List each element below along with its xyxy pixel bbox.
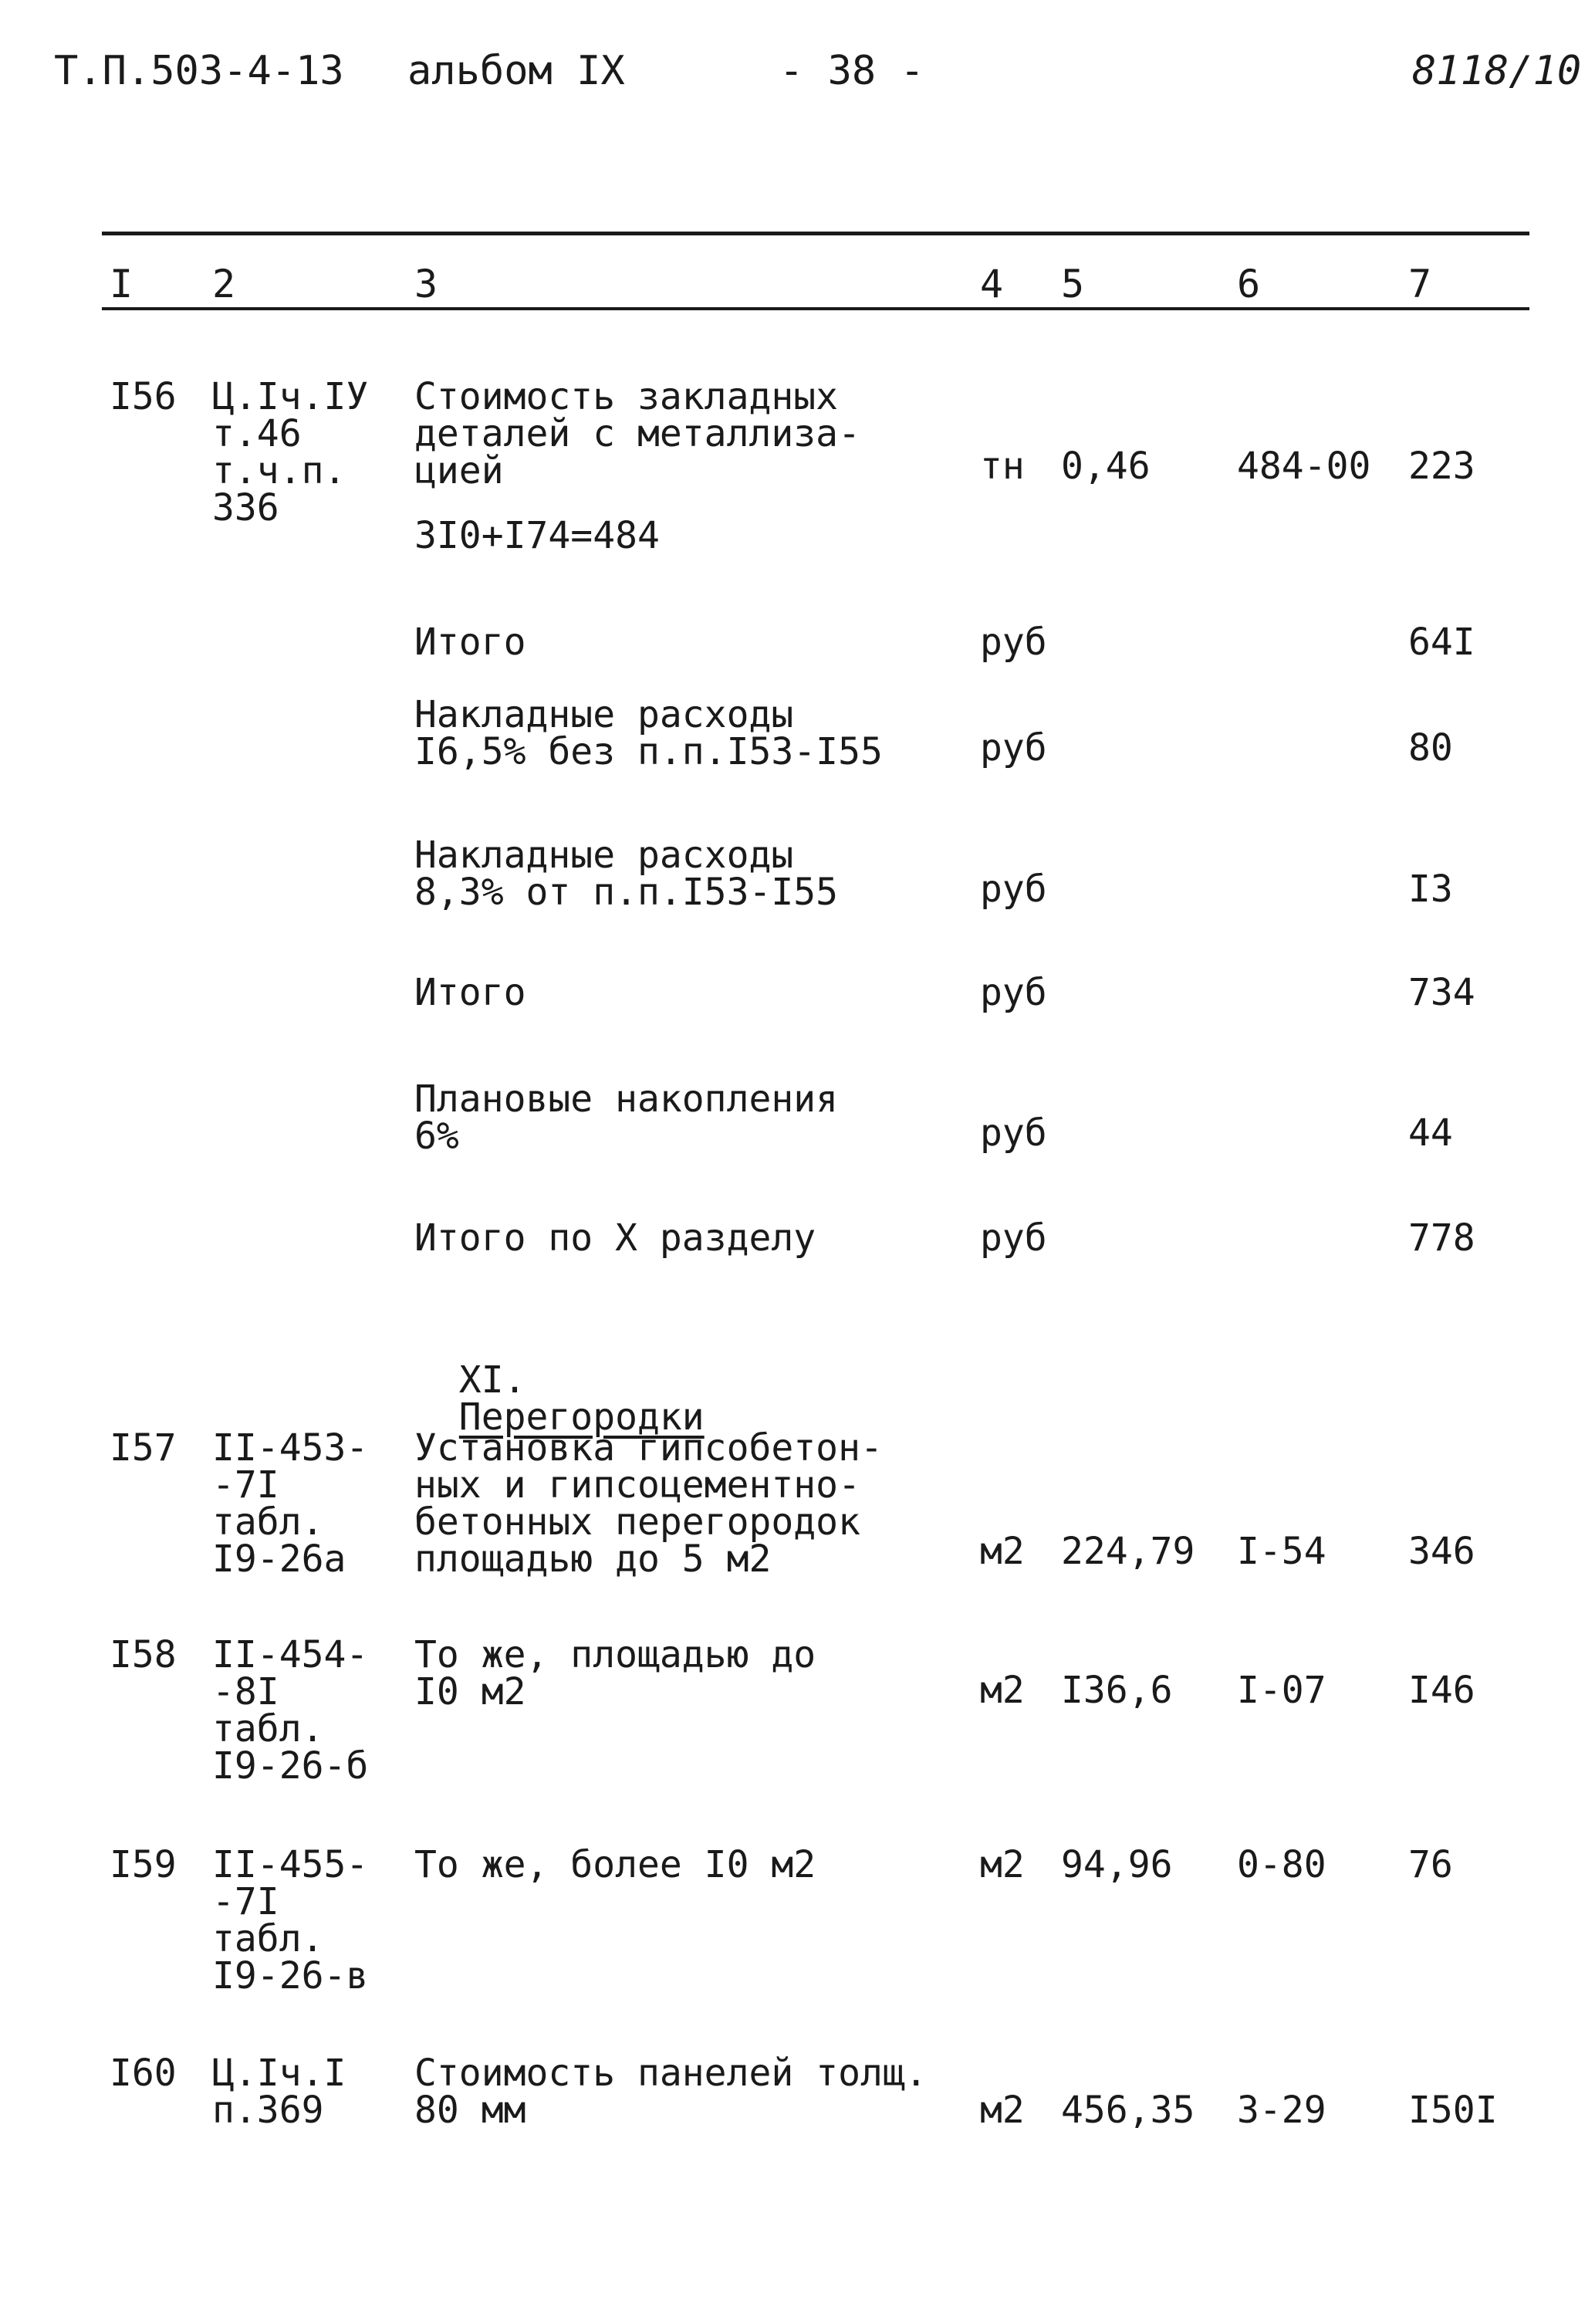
table-top-rule — [102, 232, 1529, 235]
row-reference: II-455- -7I табл. I9-26-в — [212, 1843, 369, 1998]
row-quantity: I36,6 — [1061, 1669, 1173, 1712]
row-number: I57 — [110, 1426, 177, 1470]
row-description: Накладные расходы I6,5% без п.п.I53-I55 — [414, 693, 883, 773]
column-header-6: 6 — [1237, 262, 1261, 306]
column-header-4: 4 — [980, 262, 1004, 306]
row-total: 223 — [1408, 445, 1475, 488]
row-reference: II-454- -8I табл. I9-26-б — [212, 1633, 369, 1788]
sheet-number: 8118/10 — [1412, 48, 1582, 94]
row-unit: руб — [980, 971, 1047, 1014]
row-reference: II-453- -7I табл. I9-26а — [212, 1426, 369, 1581]
row-unit: м2 — [980, 1843, 1025, 1886]
row-unit: тн — [980, 445, 1025, 488]
row-unit: м2 — [980, 2089, 1025, 2132]
row-description: Установка гипсобетон- ных и гипсоцементно- бетонных перегородок площадью до 5 м2 — [414, 1426, 883, 1581]
row-unit: руб — [980, 726, 1047, 770]
row-description: Итого — [414, 621, 526, 664]
document-code: Т.П.503-4-13 — [54, 48, 344, 94]
row-quantity: 224,79 — [1061, 1530, 1195, 1573]
row-number: I60 — [110, 2052, 177, 2095]
row-unit-price: 484-00 — [1237, 445, 1371, 488]
row-total: 64I — [1408, 621, 1475, 664]
row-description: Итого по X разделу — [414, 1216, 816, 1260]
row-total: 44 — [1408, 1111, 1453, 1155]
row-number: I56 — [110, 375, 177, 418]
row-number: I58 — [110, 1633, 177, 1676]
row-description: То же, площадью до I0 м2 — [414, 1633, 816, 1713]
row-total: I46 — [1408, 1669, 1475, 1712]
row-total: 734 — [1408, 971, 1475, 1014]
column-header-7: 7 — [1408, 262, 1432, 306]
row-description: Плановые накопления 6% — [414, 1077, 839, 1158]
row-total: 778 — [1408, 1216, 1475, 1260]
row-quantity: 94,96 — [1061, 1843, 1173, 1886]
row-unit: руб — [980, 621, 1047, 664]
row-unit: руб — [980, 1216, 1047, 1260]
row-unit: м2 — [980, 1530, 1025, 1573]
row-total: 76 — [1408, 1843, 1453, 1886]
row-unit-price: 3-29 — [1237, 2089, 1326, 2132]
row-quantity: 456,35 — [1061, 2089, 1195, 2132]
table-header-rule — [102, 307, 1529, 310]
row-unit-price: I-07 — [1237, 1669, 1326, 1712]
row-unit: м2 — [980, 1669, 1025, 1712]
row-description: Стоимость закладных деталей с металлиза- цией — [414, 375, 860, 492]
section-heading — [414, 1324, 705, 1439]
row-total: 346 — [1408, 1530, 1475, 1573]
row-calculation: 3I0+I74=484 — [414, 514, 660, 557]
row-reference: Ц.Iч.IУ т.46 т.ч.п. 336 — [212, 375, 369, 529]
row-description: Накладные расходы 8,3% от п.п.I53-I55 — [414, 834, 839, 914]
column-header-2: 2 — [212, 262, 236, 306]
section-number: XI. — [458, 1358, 526, 1402]
row-unit-price: 0-80 — [1237, 1843, 1326, 1886]
page-number: - 38 - — [779, 48, 924, 94]
row-total: 80 — [1408, 726, 1453, 770]
row-reference: Ц.Iч.I п.369 — [212, 2052, 346, 2132]
row-quantity: 0,46 — [1061, 445, 1151, 488]
row-unit: руб — [980, 1111, 1047, 1155]
row-description: Итого — [414, 971, 526, 1014]
row-total: I3 — [1408, 868, 1453, 911]
column-header-5: 5 — [1061, 262, 1085, 306]
row-unit: руб — [980, 868, 1047, 911]
row-unit-price: I-54 — [1237, 1530, 1326, 1573]
row-description: То же, более I0 м2 — [414, 1843, 816, 1886]
column-header-1: I — [110, 262, 133, 306]
section-title: Перегородки — [458, 1395, 705, 1439]
row-total: I50I — [1408, 2089, 1498, 2132]
column-header-3: 3 — [414, 262, 438, 306]
row-number: I59 — [110, 1843, 177, 1886]
album-label: альбом IX — [407, 48, 625, 94]
row-description: Стоимость панелей толщ. 80 мм — [414, 2052, 928, 2132]
